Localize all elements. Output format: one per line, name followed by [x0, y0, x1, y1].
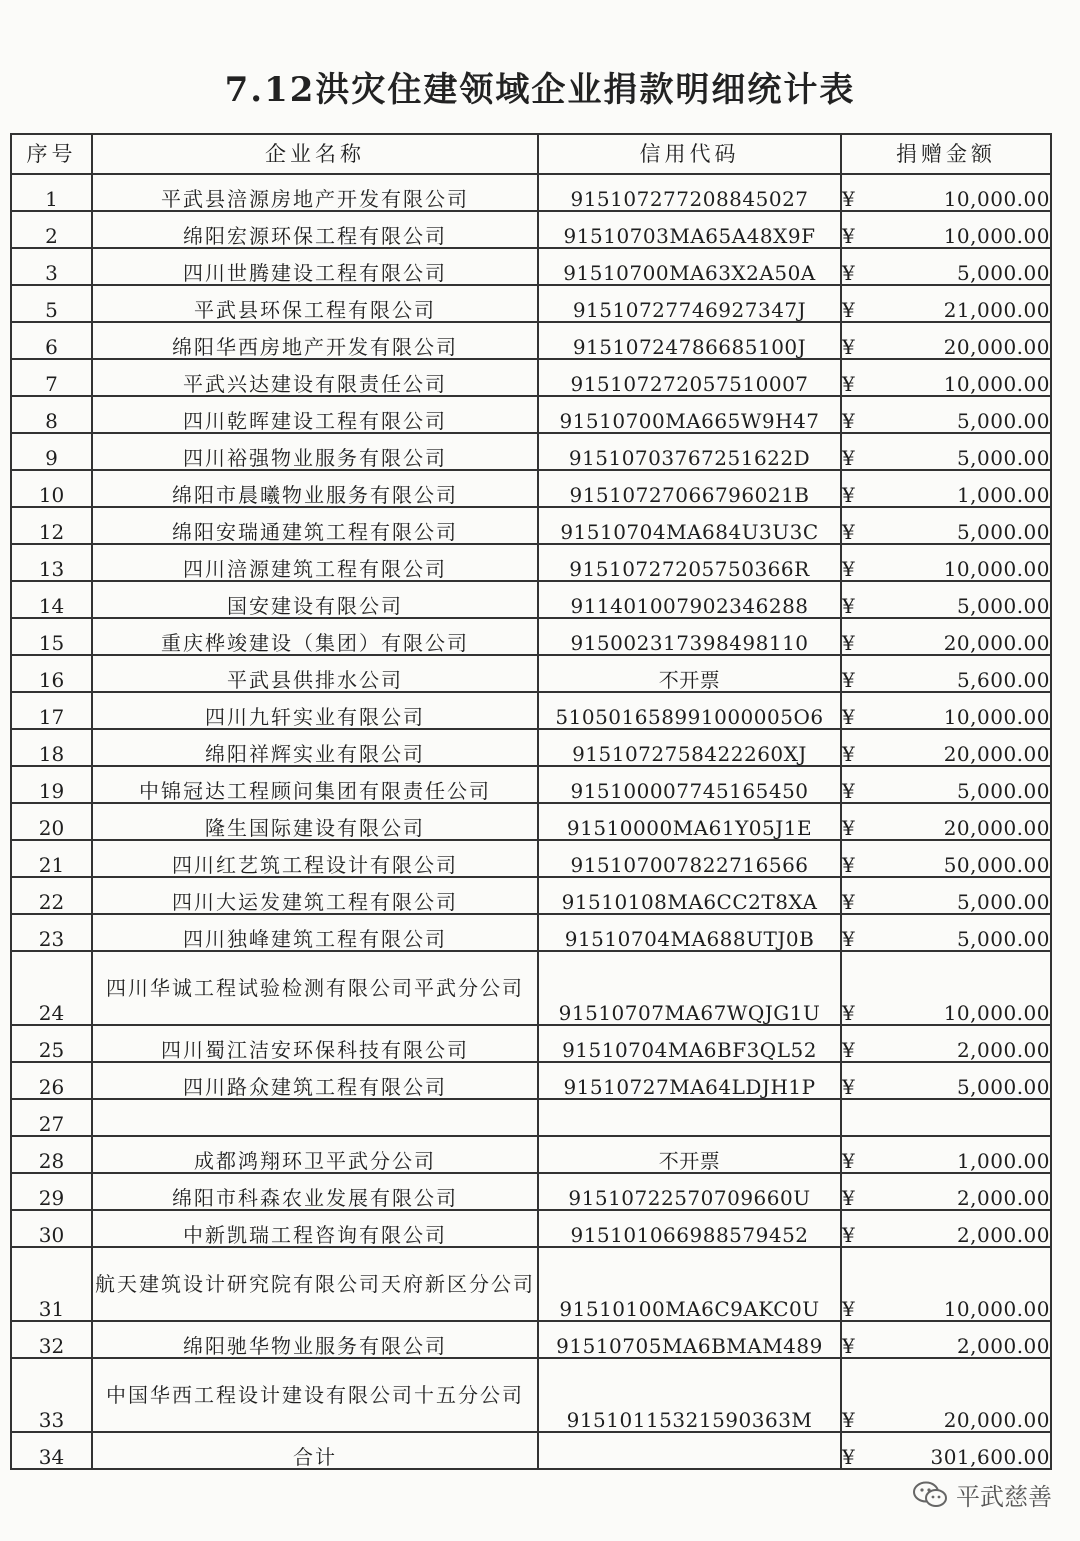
amount-value: 10,000.00 [943, 557, 1050, 581]
amount-value: 21,000.00 [943, 298, 1050, 322]
row-company-name: 四川九轩实业有限公司 [92, 692, 538, 729]
amount-value: 10,000.00 [943, 187, 1050, 211]
table-row [11, 211, 1051, 248]
table-row [11, 1173, 1051, 1210]
row-credit-code: 91510100MA6C9AKC0U [538, 1247, 841, 1321]
row-amount [841, 1210, 1051, 1247]
row-amount [841, 1025, 1051, 1062]
row-amount [841, 766, 1051, 803]
amount-value: 301,600.00 [930, 1445, 1050, 1469]
row-company-name: 中新凯瑞工程咨询有限公司 [92, 1210, 538, 1247]
row-seq: 1 [11, 174, 92, 211]
row-amount [841, 507, 1051, 544]
row-credit-code: 91510727746927347J [538, 285, 841, 322]
currency-symbol: ¥ [842, 705, 855, 729]
currency-symbol: ¥ [842, 1334, 855, 1358]
row-seq: 34 [11, 1432, 92, 1469]
row-company-name: 四川路众建筑工程有限公司 [92, 1062, 538, 1099]
amount-value: 10,000.00 [943, 705, 1050, 729]
row-seq: 8 [11, 396, 92, 433]
header-amount: 捐赠金额 [841, 134, 1051, 174]
currency-symbol: ¥ [842, 1297, 855, 1321]
table-row [11, 174, 1051, 211]
table-row [11, 951, 1051, 1025]
table-row [11, 655, 1051, 692]
watermark [912, 1477, 1052, 1512]
row-company-name: 四川大运发建筑工程有限公司 [92, 877, 538, 914]
row-company-name: 平武兴达建设有限责任公司 [92, 359, 538, 396]
table-row [11, 507, 1051, 544]
amount-value: 20,000.00 [943, 742, 1050, 766]
amount-value: 20,000.00 [943, 631, 1050, 655]
currency-symbol: ¥ [842, 1186, 855, 1210]
currency-symbol: ¥ [842, 742, 855, 766]
table-row [11, 544, 1051, 581]
amount-value: 10,000.00 [943, 1001, 1050, 1025]
currency-symbol: ¥ [842, 557, 855, 581]
currency-symbol: ¥ [842, 446, 855, 470]
row-credit-code: 91510707MA67WQJG1U [538, 951, 841, 1025]
row-credit-code: 915107277208845027 [538, 174, 841, 211]
row-company-name [92, 1099, 538, 1136]
row-seq: 5 [11, 285, 92, 322]
row-company-name: 合计 [92, 1432, 538, 1469]
row-credit-code: 91510727MA64LDJH1P [538, 1062, 841, 1099]
row-company-name: 绵阳宏源环保工程有限公司 [92, 211, 538, 248]
row-credit-code: 91510108MA6CC2T8XA [538, 877, 841, 914]
table-row [11, 840, 1051, 877]
currency-symbol: ¥ [842, 409, 855, 433]
row-amount [841, 359, 1051, 396]
row-amount [841, 470, 1051, 507]
row-seq: 18 [11, 729, 92, 766]
row-amount [841, 174, 1051, 211]
row-amount [841, 729, 1051, 766]
row-company-name: 绵阳驰华物业服务有限公司 [92, 1321, 538, 1358]
amount-value: 5,000.00 [956, 409, 1050, 433]
row-amount [841, 1062, 1051, 1099]
row-seq: 9 [11, 433, 92, 470]
table-row [11, 359, 1051, 396]
row-company-name: 成都鸿翔环卫平武分公司 [92, 1136, 538, 1173]
amount-value: 10,000.00 [943, 224, 1050, 248]
amount-value: 20,000.00 [943, 816, 1050, 840]
row-amount [841, 655, 1051, 692]
wechat-icon [912, 1481, 948, 1509]
row-seq: 14 [11, 581, 92, 618]
row-seq: 30 [11, 1210, 92, 1247]
row-amount [841, 285, 1051, 322]
row-company-name: 四川世腾建设工程有限公司 [92, 248, 538, 285]
row-company-name: 航天建筑设计研究院有限公司天府新区分公司 [92, 1247, 538, 1321]
currency-symbol: ¥ [842, 1001, 855, 1025]
row-seq: 19 [11, 766, 92, 803]
row-amount [841, 692, 1051, 729]
table-row [11, 1321, 1051, 1358]
row-amount [841, 914, 1051, 951]
table-header-row [11, 134, 1051, 174]
row-credit-code: 9151072758422260XJ [538, 729, 841, 766]
table-row [11, 877, 1051, 914]
row-credit-code: 91510700MA665W9H47 [538, 396, 841, 433]
table-row [11, 1247, 1051, 1321]
amount-value: 2,000.00 [956, 1334, 1050, 1358]
row-credit-code [538, 1099, 841, 1136]
currency-symbol: ¥ [842, 298, 855, 322]
currency-symbol: ¥ [842, 779, 855, 803]
row-credit-code [538, 1432, 841, 1469]
currency-symbol: ¥ [842, 483, 855, 507]
row-credit-code: 91510704MA684U3U3C [538, 507, 841, 544]
row-credit-code: 91510705MA6BMAM489 [538, 1321, 841, 1358]
row-credit-code: 91510722570709660U [538, 1173, 841, 1210]
amount-value: 5,000.00 [956, 594, 1050, 618]
row-amount [841, 1358, 1051, 1432]
row-company-name: 绵阳市晨曦物业服务有限公司 [92, 470, 538, 507]
row-credit-code: 915101066988579452 [538, 1210, 841, 1247]
row-amount [841, 877, 1051, 914]
currency-symbol: ¥ [842, 520, 855, 544]
row-company-name: 中锦冠达工程顾问集团有限责任公司 [92, 766, 538, 803]
row-company-name: 隆生国际建设有限公司 [92, 803, 538, 840]
row-company-name: 四川独峰建筑工程有限公司 [92, 914, 538, 951]
amount-value: 5,000.00 [956, 927, 1050, 951]
currency-symbol: ¥ [842, 1408, 855, 1432]
row-credit-code: 510501658991000005O6 [538, 692, 841, 729]
amount-value: 5,000.00 [956, 890, 1050, 914]
row-amount [841, 1173, 1051, 1210]
amount-value: 10,000.00 [943, 372, 1050, 396]
amount-value: 2,000.00 [956, 1038, 1050, 1062]
row-company-name: 绵阳华西房地产开发有限公司 [92, 322, 538, 359]
currency-symbol: ¥ [842, 927, 855, 951]
table-row [11, 803, 1051, 840]
row-amount [841, 248, 1051, 285]
row-company-name: 四川红艺筑工程设计有限公司 [92, 840, 538, 877]
currency-symbol: ¥ [842, 816, 855, 840]
row-amount [841, 1432, 1051, 1469]
row-company-name: 中国华西工程设计建设有限公司十五分公司 [92, 1358, 538, 1432]
row-seq: 28 [11, 1136, 92, 1173]
row-amount [841, 951, 1051, 1025]
row-company-name: 绵阳安瑞通建筑工程有限公司 [92, 507, 538, 544]
row-amount [841, 618, 1051, 655]
amount-value: 5,000.00 [956, 779, 1050, 803]
row-amount [841, 544, 1051, 581]
row-amount [841, 396, 1051, 433]
table-row [11, 396, 1051, 433]
row-amount [841, 1247, 1051, 1321]
amount-value: 50,000.00 [943, 853, 1050, 877]
row-company-name: 四川裕强物业服务有限公司 [92, 433, 538, 470]
currency-symbol: ¥ [842, 594, 855, 618]
row-amount [841, 581, 1051, 618]
row-credit-code: 915107007822716566 [538, 840, 841, 877]
row-company-name: 平武县环保工程有限公司 [92, 285, 538, 322]
amount-value: 5,000.00 [956, 446, 1050, 470]
amount-value: 2,000.00 [956, 1186, 1050, 1210]
row-credit-code: 91510000MA61Y05J1E [538, 803, 841, 840]
row-credit-code: 911401007902346288 [538, 581, 841, 618]
row-credit-code: 91510724786685100J [538, 322, 841, 359]
row-seq: 26 [11, 1062, 92, 1099]
row-seq: 25 [11, 1025, 92, 1062]
row-amount [841, 322, 1051, 359]
row-credit-code: 91510727066796021B [538, 470, 841, 507]
table-row [11, 322, 1051, 359]
row-seq: 17 [11, 692, 92, 729]
table-row [11, 248, 1051, 285]
header-seq: 序号 [11, 134, 92, 174]
row-amount [841, 840, 1051, 877]
row-amount [841, 1099, 1051, 1136]
donation-table [10, 133, 1052, 1470]
row-amount [841, 433, 1051, 470]
row-seq: 33 [11, 1358, 92, 1432]
row-credit-code: 91510115321590363M [538, 1358, 841, 1432]
currency-symbol: ¥ [842, 1075, 855, 1099]
row-credit-code: 91510703MA65A48X9F [538, 211, 841, 248]
amount-value: 2,000.00 [956, 1223, 1050, 1247]
row-company-name: 重庆桦竣建设（集团）有限公司 [92, 618, 538, 655]
row-seq: 7 [11, 359, 92, 396]
table-row [11, 1099, 1051, 1136]
currency-symbol: ¥ [842, 187, 855, 211]
row-seq: 29 [11, 1173, 92, 1210]
row-company-name: 绵阳祥辉实业有限公司 [92, 729, 538, 766]
table-row [11, 470, 1051, 507]
page-title: 7.12洪灾住建领域企业捐款明细统计表 [224, 70, 856, 110]
row-seq: 21 [11, 840, 92, 877]
row-company-name: 绵阳市科森农业发展有限公司 [92, 1173, 538, 1210]
row-company-name: 四川华诚工程试验检测有限公司平武分公司 [92, 951, 538, 1025]
row-seq: 6 [11, 322, 92, 359]
currency-symbol: ¥ [842, 224, 855, 248]
table-row [11, 692, 1051, 729]
table-row [11, 766, 1051, 803]
row-seq: 3 [11, 248, 92, 285]
row-company-name: 平武县供排水公司 [92, 655, 538, 692]
row-seq: 32 [11, 1321, 92, 1358]
row-seq: 27 [11, 1099, 92, 1136]
row-company-name: 四川乾晖建设工程有限公司 [92, 396, 538, 433]
table-row [11, 1136, 1051, 1173]
row-seq: 31 [11, 1247, 92, 1321]
row-seq: 15 [11, 618, 92, 655]
table-row [11, 729, 1051, 766]
currency-symbol: ¥ [842, 1149, 855, 1173]
row-amount [841, 1321, 1051, 1358]
currency-symbol: ¥ [842, 853, 855, 877]
table-row [11, 433, 1051, 470]
row-credit-code: 915107272057510007 [538, 359, 841, 396]
currency-symbol: ¥ [842, 1445, 855, 1469]
amount-value: 20,000.00 [943, 1408, 1050, 1432]
row-seq: 23 [11, 914, 92, 951]
amount-value: 20,000.00 [943, 335, 1050, 359]
amount-value: 5,000.00 [956, 1075, 1050, 1099]
row-amount [841, 803, 1051, 840]
row-credit-code: 91510704MA6BF3QL52 [538, 1025, 841, 1062]
table-row [11, 1025, 1051, 1062]
table-row [11, 1432, 1051, 1469]
row-seq: 13 [11, 544, 92, 581]
row-credit-code: 915002317398498110 [538, 618, 841, 655]
table-row [11, 581, 1051, 618]
row-credit-code: 不开票 [538, 655, 841, 692]
table-row [11, 1210, 1051, 1247]
table-row [11, 1358, 1051, 1432]
currency-symbol: ¥ [842, 668, 855, 692]
row-seq: 24 [11, 951, 92, 1025]
currency-symbol: ¥ [842, 261, 855, 285]
amount-value: 1,000.00 [956, 1149, 1050, 1173]
row-company-name: 平武县涪源房地产开发有限公司 [92, 174, 538, 211]
row-company-name: 四川蜀江洁安环保科技有限公司 [92, 1025, 538, 1062]
row-amount [841, 1136, 1051, 1173]
row-seq: 10 [11, 470, 92, 507]
row-seq: 2 [11, 211, 92, 248]
row-seq: 22 [11, 877, 92, 914]
row-credit-code: 91510727205750366R [538, 544, 841, 581]
row-amount [841, 211, 1051, 248]
watermark-text: 平武慈善 [956, 1483, 1052, 1511]
currency-symbol: ¥ [842, 1223, 855, 1247]
amount-value: 5,600.00 [956, 668, 1050, 692]
amount-value: 1,000.00 [956, 483, 1050, 507]
table-row [11, 1062, 1051, 1099]
currency-symbol: ¥ [842, 1038, 855, 1062]
table-row [11, 914, 1051, 951]
amount-value: 5,000.00 [956, 261, 1050, 285]
row-seq: 20 [11, 803, 92, 840]
amount-value: 10,000.00 [943, 1297, 1050, 1321]
table-row [11, 618, 1051, 655]
row-seq: 12 [11, 507, 92, 544]
row-seq: 16 [11, 655, 92, 692]
currency-symbol: ¥ [842, 335, 855, 359]
row-credit-code: 91510700MA63X2A50A [538, 248, 841, 285]
row-credit-code: 不开票 [538, 1136, 841, 1173]
row-company-name: 国安建设有限公司 [92, 581, 538, 618]
row-credit-code: 91510704MA688UTJ0B [538, 914, 841, 951]
table-row [11, 285, 1051, 322]
amount-value: 5,000.00 [956, 520, 1050, 544]
header-code: 信用代码 [538, 134, 841, 174]
currency-symbol: ¥ [842, 372, 855, 396]
row-credit-code: 91510703767251622D [538, 433, 841, 470]
currency-symbol: ¥ [842, 631, 855, 655]
header-name: 企业名称 [92, 134, 538, 174]
row-credit-code: 915100007745165450 [538, 766, 841, 803]
currency-symbol: ¥ [842, 890, 855, 914]
row-company-name: 四川涪源建筑工程有限公司 [92, 544, 538, 581]
